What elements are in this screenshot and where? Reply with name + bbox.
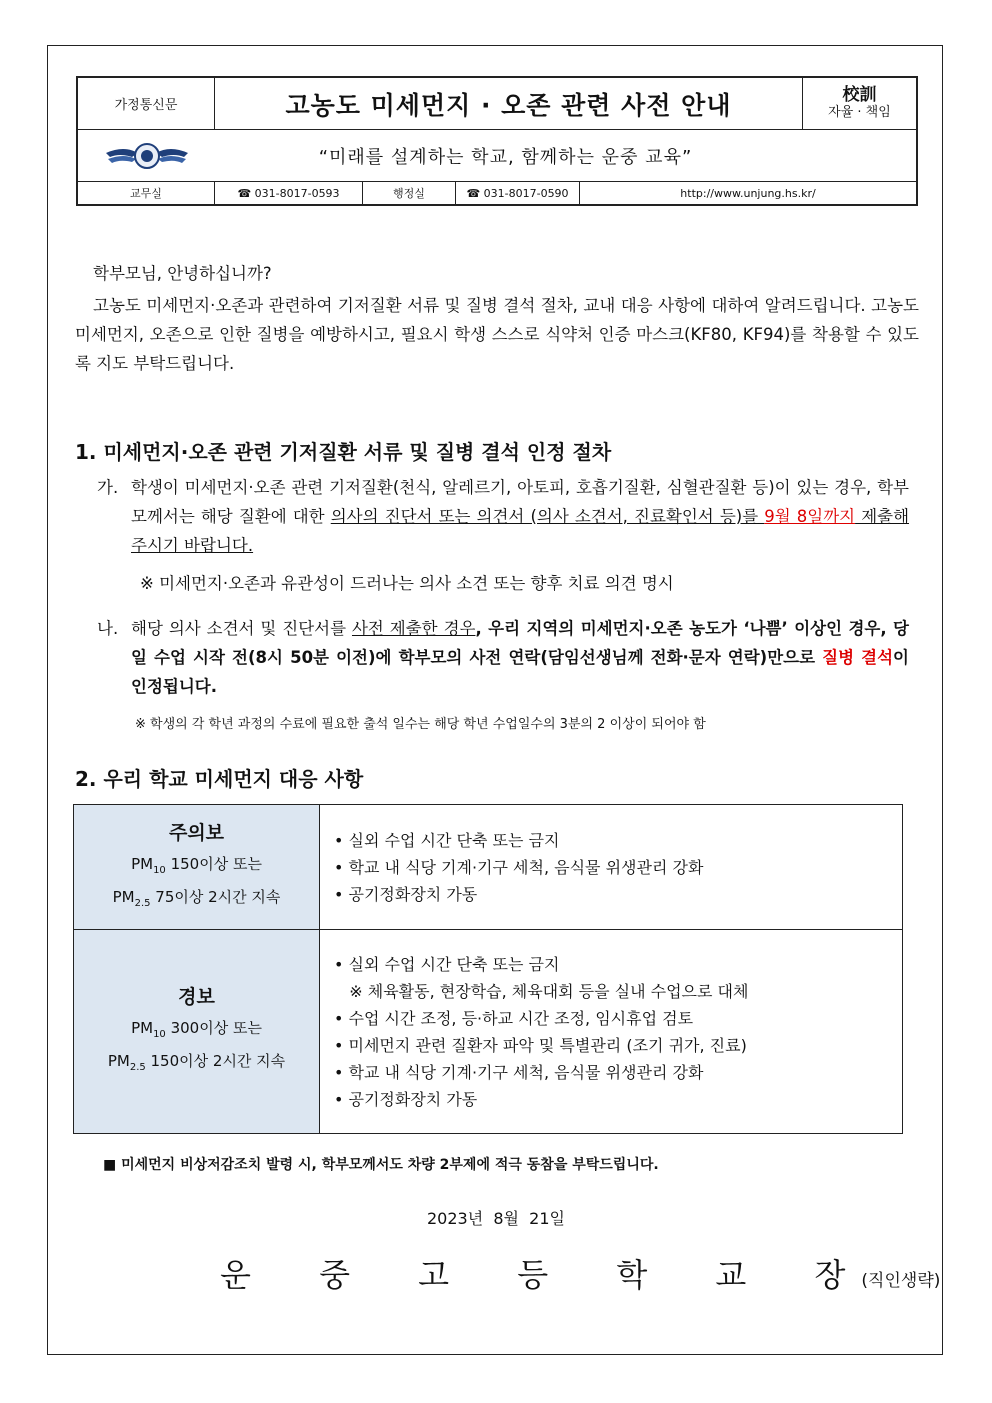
- carpool-notice: ■ 미세먼지 비상저감조치 발령 시, 학부모께서도 차량 2부제에 적극 동참을 부탁드립니다.: [103, 1157, 659, 1173]
- office2-label: 행정실: [363, 182, 456, 204]
- office1-phone: ☎ 031-8017-0593: [215, 182, 363, 204]
- page-title: 고농도 미세먼지 · 오존 관련 사전 안내: [215, 78, 803, 129]
- table-row: [74, 805, 902, 930]
- school-website-link[interactable]: http://www.unjung.hs.kr/: [680, 186, 816, 200]
- list-item: • 실외 수업 시간 단축 또는 금지: [334, 954, 560, 974]
- alert-level-cell: [74, 930, 320, 1133]
- list-item: ※ 체육활동, 현장학습, 체육대회 등을 실내 수업으로 대체: [334, 981, 749, 1001]
- list-item: • 공기정화장치 가동: [334, 884, 478, 904]
- motto-text: 자율 · 책임: [828, 104, 891, 120]
- section1-heading: 1. 미세먼지·오존 관련 기저질환 서류 및 질병 결석 인정 절차: [75, 440, 612, 464]
- office2-phone: ☎ 031-8017-0590: [456, 182, 580, 204]
- school-slogan: “미래를 설계하는 학교, 함께하는 운중 교육”: [318, 146, 693, 168]
- alert-level: 경보: [178, 986, 215, 1008]
- seal-omitted-note: (직인생략): [861, 1271, 941, 1291]
- doc-type: 가정통신문: [78, 78, 215, 129]
- pm10-condition: $PM_{10}$ 300이상 또는: [131, 1019, 262, 1040]
- alert-level-cell: [74, 805, 320, 929]
- item-b-marker: 나.: [97, 619, 119, 638]
- deadline-date: 9월 8일까지: [764, 507, 856, 526]
- list-item: • 실외 수업 시간 단축 또는 금지: [334, 830, 560, 850]
- response-table: [73, 804, 903, 1134]
- intro-paragraph: 고농도 미세먼지·오존과 관련하여 기저질환 서류 및 질병 결석 절차, 교내 대응 사항에 대하여 알려드립니다. 고농도 미세먼지, 오존으로 인한 질병을 예방하시고, 필요시 학생 스스로 식약처 인증 마스크(KF80, KF94)를 착용할 수 있도록 지도 부탁드립니다.: [75, 296, 919, 373]
- office1-label: 교무실: [78, 182, 215, 204]
- greeting: 학부모님, 안녕하십니까?: [93, 264, 272, 283]
- prior-submission: 사전 제출한 경우: [351, 619, 476, 638]
- pm10-condition: $PM_{10}$ 150이상 또는: [131, 854, 262, 876]
- section2-heading: 2. 우리 학교 미세먼지 대응 사항: [75, 767, 364, 791]
- table-row: [74, 930, 902, 1133]
- actions-cell: [320, 930, 902, 1133]
- list-item: • 미세먼지 관련 질환자 파악 및 특별관리 (조기 귀가, 진료): [334, 1035, 747, 1055]
- required-documents: 의사의 진단서 또는 의견서 (의사 소견서, 진료확인서 등)를: [330, 507, 765, 526]
- letterhead-table: [76, 76, 918, 206]
- alert-level: 주의보: [168, 821, 225, 844]
- list-item: • 학교 내 식당 기계·기구 세척, 음식물 위생관리 강화: [334, 857, 704, 877]
- item-a-marker: 가.: [97, 478, 119, 497]
- list-item: • 수업 시간 조정, 등·하교 시간 조정, 임시휴업 검토: [334, 1008, 694, 1028]
- pm25-condition: $PM_{2.5}$ 75이상 2시간 지속: [112, 887, 281, 909]
- item-b-note: ※ 학생의 각 학년 과정의 수료에 필요한 출석 일수는 해당 학년 수업일수의 3분의 2 이상이 되어야 함: [135, 717, 706, 732]
- actions-cell: [320, 805, 902, 929]
- pm25-condition: $PM_{2.5}$ 150이상 2시간 지속: [107, 1052, 286, 1073]
- motto-label: 校訓: [842, 85, 877, 106]
- list-item: • 공기정화장치 가동: [334, 1089, 478, 1109]
- item-b-text: 해당 의사 소견서 및 진단서를 사전 제출한 경우, 우리 지역의 미세먼지·오존 농도가 ‘나쁨’ 이상인 경우, 당일 수업 시작 전(8시 50분 이전)에 학부모의 사전 연락(담임선생님께 전화·문자 연락)만으로 질병 결석이 인정됩니다.: [131, 619, 909, 696]
- sick-absence: 질병 결석: [822, 648, 894, 667]
- school-logo-icon: [78, 130, 215, 181]
- principal-signature: 운 중 고 등 학 교 장(직인생략): [220, 1256, 941, 1294]
- item-a-note: ※ 미세먼지·오존과 유관성이 드러나는 의사 소견 또는 향후 치료 의견 명시: [140, 574, 674, 593]
- item-a-text: 학생이 미세먼지·오존 관련 기저질환(천식, 알레르기, 아토피, 호흡기질환, 심혈관질환 등)이 있는 경우, 학부모께서는 해당 질환에 대한 의사의 진단서 또는 의견서 (의사 소견서, 진료확인서 등)를 9월 8일까지 제출해주시기 바랍니다.: [131, 478, 910, 555]
- school-motto: [803, 78, 916, 129]
- issue-date: 2023년 8월 21일: [427, 1209, 565, 1228]
- list-item: • 학교 내 식당 기계·기구 세척, 음식물 위생관리 강화: [334, 1062, 704, 1082]
